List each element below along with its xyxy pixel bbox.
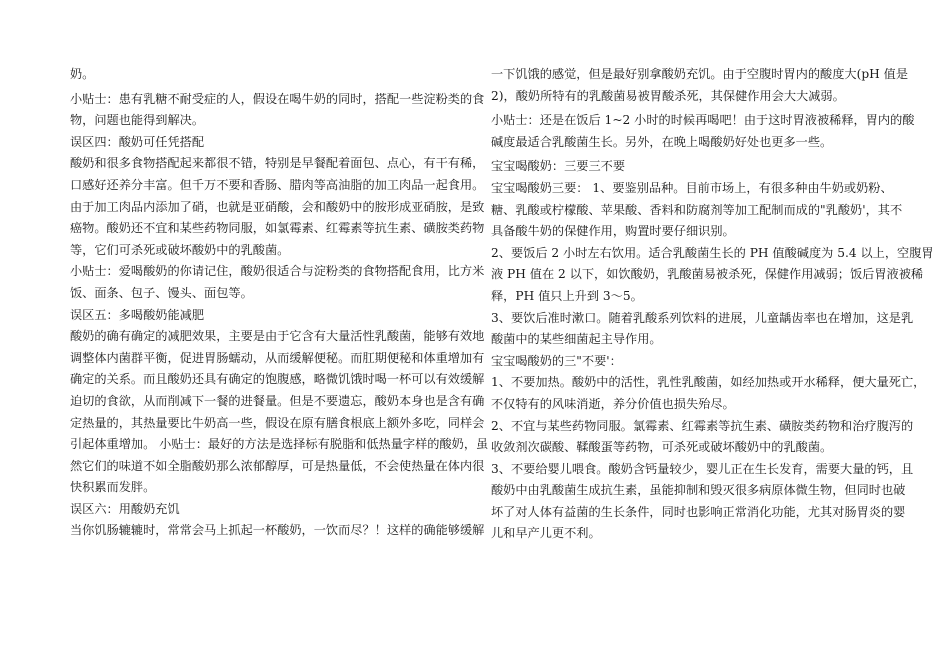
text-line: 1、不要加热。酸奶中的活性，乳性乳酸菌，如经加热或开水稀释，便大量死亡， <box>491 375 926 390</box>
text-line: 酸菌中的某些细菌起主导作用。 <box>491 332 662 347</box>
text-line: 碱度最适合乳酸菌生长。另外，在晚上喝酸奶好处也更多一些。 <box>491 134 833 149</box>
text-line: 奶。 <box>70 67 95 81</box>
text-line: 等，它们可杀死或破坏酸奶中的乳酸菌。 <box>70 242 290 257</box>
text-line: 释，PH 值只上升到 3～5。 <box>491 288 643 303</box>
text-line: 糖、乳酸或柠檬酸、苹果酸、香料和防腐剂等加工配制而成的"乳酸奶'，其不 <box>491 202 903 217</box>
text-line: 2)，酸奶所特有的乳酸菌易被胃酸杀死，其保健作用会大大减弱。 <box>491 88 845 103</box>
text-line: 3、不要给婴儿喂食。酸奶含钙量较少，婴儿正在生长发育，需要大量的钙，且 <box>491 461 914 476</box>
text-line: 定热量的，其热量要比牛奶高一些，假设在原有膳食根底上额外多吃，同样会 <box>70 415 485 430</box>
text-line: 酸奶的确有确定的减肥效果，主要是由于它含有大量活性乳酸菌，能够有效地 <box>70 329 485 344</box>
left-column <box>70 64 489 542</box>
text-line: 3、要饮后准时漱口。随着乳酸系列饮料的进展，儿童龋齿率也在增加，这是乳 <box>491 310 914 325</box>
text-line: 然它们的味道不如全脂酸奶那么浓郁醇厚，可是热量低，不会使热量在体内很 <box>70 458 485 473</box>
text-line: 当你饥肠辘辘时，常常会马上抓起一杯酸奶，一饮而尽？！这样的确能够缓解 <box>70 523 485 538</box>
text-line: 酸奶和很多食物搭配起来都很不错，特别是早餐配着面包、点心，有干有稀， <box>70 156 485 171</box>
text-line: 饭、面条、包子、馒头、面包等。 <box>70 285 253 300</box>
text-line: 儿和早产儿更不利。 <box>491 526 601 541</box>
text-line: 误区四：酸奶可任凭搭配 <box>70 134 205 149</box>
text-line: 调整体内菌群平衡，促进胃肠蠕动，从而缓解便秘。而肛期便秘和体重增加有 <box>70 350 485 365</box>
text-line: 宝宝喝酸奶的三"不要'： <box>491 353 622 368</box>
text-line: 误区六：用酸奶充饥 <box>70 501 180 516</box>
text-line: 由于加工肉品内添加了硝，也就是亚硝酸，会和酸奶中的胺形成亚硝胺，是致 <box>70 199 485 214</box>
text-line: 2、不宜与某些药物同服。氯霉素、红霉素等抗生素、磺胺类药物和治疗腹泻的 <box>491 418 914 433</box>
text-line: 小贴士：爱喝酸奶的你请记住，酸奶很适合与淀粉类的食物搭配食用，比方米 <box>70 264 485 279</box>
text-line: 物，问题也能得到解决。 <box>70 113 205 128</box>
text-line: 口感好还养分丰富。但千万不要和香肠、腊肉等高油脂的加工肉品一起食用。 <box>70 177 485 192</box>
text-line: 引起体重增加。 小贴士：最好的方法是选择标有脱脂和低热量字样的酸奶，虽 <box>70 437 489 452</box>
text-line: 宝宝喝酸奶：三要三不要 <box>491 159 626 174</box>
text-line: 癌物。酸奶还不宜和某些药物同服，如氯霉素、红霉素等抗生素、磺胺类药物 <box>70 221 485 236</box>
text-line: 快积累而发胖。 <box>70 480 156 495</box>
text-line: 坏了对人体有益菌的生长条件，同时也影响正常消化功能，尤其对肠胃炎的婴 <box>491 504 906 519</box>
text-line: 一下饥饿的感觉，但是最好别拿酸奶充饥。由于空腹时胃内的酸度大(pH 值是 <box>491 67 909 81</box>
text-line: 酸奶中由乳酸菌生成抗生素，虽能抑制和毁灭很多病原体微生物，但同时也破 <box>491 483 906 498</box>
text-line: 确定的关系。而且酸奶还具有确定的饱腹感，略微饥饿时喝一杯可以有效缓解 <box>70 372 485 387</box>
text-line: 2、要饭后 2 小时左右饮用。适合乳酸菌生长的 PH 值酸碱度为 5.4 以上，空腹胃 <box>491 245 934 260</box>
text-line: 宝宝喝酸奶三要： 1、要鉴别品种。目前市场上，有很多种由牛奶或奶粉、 <box>491 180 893 195</box>
text-line: 具备酸牛奶的保健作用，购置时要仔细识别。 <box>491 224 735 239</box>
text-line: 不仅特有的风味消逝，养分价值也损失殆尽。 <box>491 396 735 411</box>
text-line: 误区五：多喝酸奶能减肥 <box>70 307 205 322</box>
text-line: 迫切的食欲，从而削减下一餐的进餐量。但是不要遗忘，酸奶本身也是含有确 <box>70 393 485 408</box>
text-line: 小贴士：患有乳糖不耐受症的人，假设在喝牛奶的同时，搭配一些淀粉类的食 <box>70 91 485 106</box>
text-line: 小贴士：还是在饭后 1~2 小时的时候再喝吧！由于这时胃液被稀释，胃内的酸 <box>491 113 915 128</box>
text-line: 液 PH 值在 2 以下，如饮酸奶，乳酸菌易被杀死，保健作用减弱；饭后胃液被稀 <box>491 267 924 282</box>
right-column <box>491 64 934 545</box>
text-line: 收敛剂次碳酸、鞣酸蛋等药物，可杀死或破坏酸奶中的乳酸菌。 <box>491 440 833 455</box>
